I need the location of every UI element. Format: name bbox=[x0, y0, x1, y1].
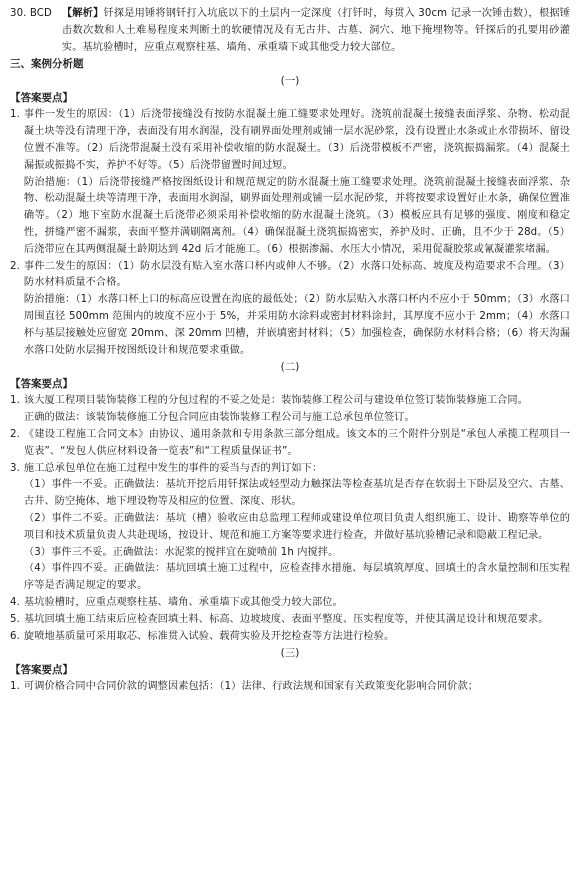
item-paragraph: 基坑验槽时，应重点观察柱基、墙角、承重墙下或其他受力较大部位。 bbox=[23, 596, 343, 608]
item-body bbox=[20, 259, 570, 360]
item-body bbox=[20, 427, 570, 461]
item-paragraph: 事件一发生的原因：（1）后浇带接缝没有按防水混凝土施工缝要求处理好。浇筑前混凝土接缝表面浮浆、杂物、松动混凝土块等没有清理干净，表面没有用水润湿，没有刷界面处理剂或铺一层水泥砂浆，没有设置止水条或止水带损坏、留设位置不准等。（2）后浇带混凝土没有采用补偿收缩的防水混凝土。（3）后浇带模板不严密，浇筑振捣漏浆。（4）混凝土漏振或振捣不实，养护不好等。（5）后浇带留置时间过短。 bbox=[23, 109, 570, 171]
item-paragraph: 施工总承包单位在施工过程中发生的事件的妥当与否的判订如下： bbox=[23, 462, 323, 474]
item-body bbox=[20, 612, 570, 629]
case-1-item-2 bbox=[10, 259, 570, 360]
item-paragraph: 事件二发生的原因：（1）防水层没有贴入室水落口杯内或伸人不够。（2）水落口处标高、坡度及构造要求不合理。（3）防水材料质量不合格。 bbox=[23, 260, 570, 289]
item-body bbox=[20, 679, 570, 696]
item-paragraph: 防治措施：（1）水落口杯上口的标高应设置在沟底的最低处；（2）防水层贴入水落口杯内不应小于 50mm；（3）水落口周围直径 500mm 范围内的坡度不应小于 5%，并采用防水涂料或密封材料涂封，其厚度不应小于 2mm；（4）水落口杯与基层接触处应留宽 20mm、深 20mm 凹槽，并嵌填密封材料；（5）加强检查，确保防水材料合格；（6）将天沟漏水落口处防水层揭开按图纸设计和规范要求重做。 bbox=[23, 294, 570, 356]
item-number: 1. bbox=[10, 681, 20, 693]
item-body bbox=[20, 629, 570, 646]
item-number: 1. bbox=[10, 395, 20, 407]
case-2-item-1 bbox=[10, 393, 570, 427]
item-paragraph: 该大厦工程项目装饰装修工程的分包过程的不妥之处是：装饰装修工程公司与建设单位签订装饰装修施工合同。 bbox=[23, 395, 529, 407]
item-paragraph: （4）事件四不妥。正确做法：基坑回填土施工过程中，应检查排水措施、每层填筑厚度、回填土的含水量控制和压实程序等是否满足规定的要求。 bbox=[23, 563, 570, 592]
case-2-marker: (二) bbox=[280, 361, 300, 374]
item-paragraph: （2）事件二不妥。正确做法：基坑（槽）验收应由总监理工程师或建设单位项目负责人组织施工、设计、勘察等单位的项目和技术质量负责人共赴现场，按设计、规范和施工方案等要求进行检查，并做好基坑验槽记录和隐蔽工程记录。 bbox=[23, 512, 570, 541]
case-1-answer-label: 【答案要点】 bbox=[10, 92, 73, 105]
item-body bbox=[20, 107, 570, 258]
analysis-text: 钎探是用锤将钢钎打入坑底以下的土层内一定深度（打钎时，每贯入 30cm 记录一次锤击数），根据锤击数次数和人土难易程度来判断土的软硬情况及有无古井、古墓、洞穴、地下掩埋物等。钎探后的孔要用砂灌实。基坑验槽时，应重点观察柱基、墙角、承重墙下或其他受力较大部位。 bbox=[61, 8, 570, 53]
item-number: 2. bbox=[10, 428, 20, 440]
item-number: 1. bbox=[10, 109, 20, 121]
item-body bbox=[20, 393, 570, 427]
case-2-item-3 bbox=[10, 461, 570, 595]
case-3-item-1 bbox=[10, 679, 570, 696]
item-number: 6. bbox=[10, 630, 20, 642]
item-number: 2. bbox=[10, 260, 20, 272]
item-number: 3. bbox=[10, 462, 20, 474]
item-number: 5. bbox=[10, 613, 20, 625]
item-paragraph: 可调价格合同中合同价款的调整因素包括：（1）法律、行政法规和国家有关政策变化影响合同价款； bbox=[23, 681, 479, 693]
case-2-item-2 bbox=[10, 427, 570, 461]
item-paragraph: （1）事件一不妥。正确做法：基坑开挖后用钎探法或轻型动力触探法等检查基坑是否存在软弱土下卧层及空穴、古墓、古井、防空掩体、地下埋设物等及相应的位置、深度、形状。 bbox=[23, 479, 570, 508]
item-paragraph: 基坑回填土施工结束后应检查回填土料、标高、边坡坡度、表面平整度、压实程度等，并使其满足设计和规范要求。 bbox=[23, 613, 549, 625]
question-text bbox=[52, 6, 570, 56]
item-number: 4. bbox=[10, 596, 20, 608]
question-number: 30. BCD bbox=[10, 8, 52, 19]
item-body bbox=[20, 461, 570, 595]
case-3-answer-label: 【答案要点】 bbox=[10, 664, 73, 677]
question-30 bbox=[10, 6, 570, 56]
case-1-marker: (一) bbox=[280, 75, 300, 88]
case-3-marker: (三) bbox=[280, 647, 300, 660]
case-2-item-5 bbox=[10, 612, 570, 629]
item-body bbox=[20, 595, 570, 612]
case-2-item-6 bbox=[10, 629, 570, 646]
analysis-label: 【解析】 bbox=[61, 8, 104, 19]
item-paragraph: 旋喷地基质量可采用取芯、标准贯入试验、载荷实验及开挖检查等方法进行检验。 bbox=[23, 630, 395, 642]
section-title: 三、案例分析题 bbox=[10, 58, 84, 71]
case-2-answer-label: 【答案要点】 bbox=[10, 378, 73, 391]
case-2-item-4 bbox=[10, 595, 570, 612]
item-paragraph: 防治措施：（1）后浇带接缝严格按图纸设计和规范规定的防水混凝土施工缝要求处理。浇筑前混凝土接缝表面浮浆、杂物、松动混凝土块等清理干净，表面用水润湿，刷界面处理剂或铺一层水泥砂浆，并将按要求设置好止水条，确保位置准确等。（2）地下室防水混凝土后浇带必须采用补偿收缩的防水混凝土浇筑。（3）模板应具有足够的强度、刚度和稳定性，拼缝严密不漏浆，表面平整并满刷隔离剂。（4）确保混凝土浇筑振捣密实，养护及时、正确，且不少于 28d。（5）后浇带应在其两侧混凝土龄期达到 42d 后才能施工。（6）根据渗漏、水压大小情况，采用促凝胶浆或氰凝灌浆堵漏。 bbox=[23, 176, 570, 255]
item-paragraph: （3）事件三不妥。正确做法：水泥浆的搅拌宜在旋喷前 1h 内搅拌。 bbox=[23, 546, 339, 558]
case-1-item-1 bbox=[10, 107, 570, 258]
item-paragraph: 《建设工程施工合同文本》由协议、通用条款和专用条款三部分组成。该文本的三个附件分别是“承包人承揽工程项目一览表”、“发包人供应材料设备一览表”和“工程质量保证书”。 bbox=[23, 428, 570, 457]
item-paragraph: 正确的做法：该装饰装修施工分包合同应由装饰装修工程公司与施工总承包单位签订。 bbox=[23, 412, 415, 424]
